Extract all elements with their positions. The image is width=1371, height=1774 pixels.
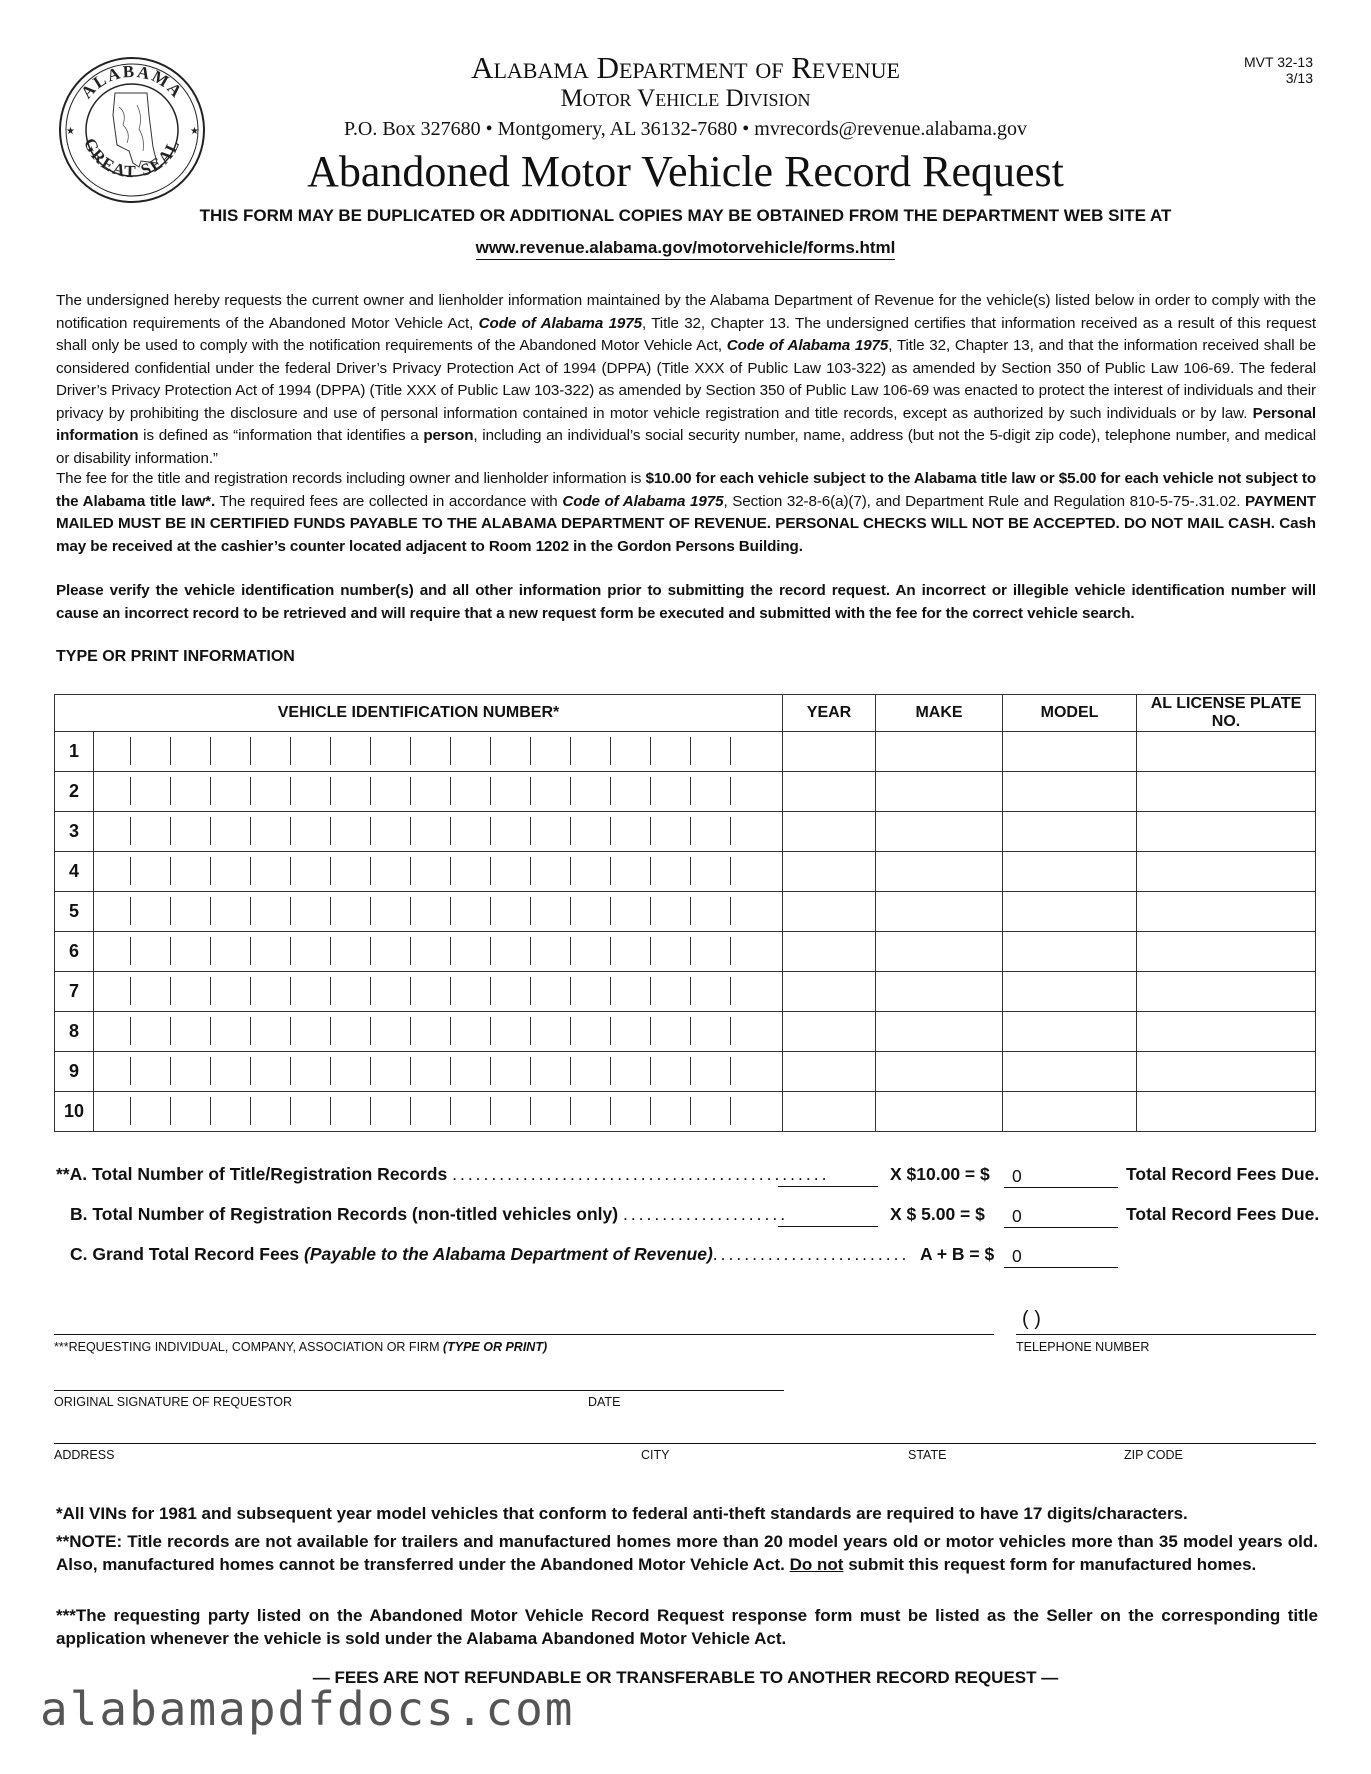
watermark: alabamapdfdocs.com xyxy=(40,1682,575,1736)
table-row xyxy=(55,732,1316,772)
fee-a-count-field[interactable] xyxy=(778,1164,878,1187)
year-field[interactable] xyxy=(783,892,876,932)
fee-a-amount-field[interactable]: 0 xyxy=(1004,1166,1118,1188)
verify-paragraph: Please verify the vehicle identification number(s) and all other information prior to submitting the record request. An incorrect or illegible vehicle identification number will cause an incorrect record to be retrieved and will require that a new request form be executed and submitted with the fee for the correct vehicle search. xyxy=(56,582,1316,622)
row-number: 10 xyxy=(55,1092,94,1132)
model-field[interactable] xyxy=(1003,892,1137,932)
table-row xyxy=(55,772,1316,812)
vin-field[interactable] xyxy=(94,732,783,772)
make-field[interactable] xyxy=(876,1012,1003,1052)
state-label: STATE xyxy=(908,1448,947,1462)
plate-field[interactable] xyxy=(1137,852,1316,892)
year-field[interactable] xyxy=(783,1092,876,1132)
year-field[interactable] xyxy=(783,972,876,1012)
phone-area-code: ( ) xyxy=(1022,1308,1041,1330)
plate-field[interactable] xyxy=(1137,892,1316,932)
row-number: 6 xyxy=(55,932,94,972)
fee-b-count-field[interactable] xyxy=(778,1204,878,1227)
certification-paragraph: The undersigned hereby requests the current owner and lienholder information maintained by the Alabama Department of Revenue for the vehicle(s) listed below in order to comply with the notification requirements of the Abandoned Motor Vehicle Act, Code of Alabama 1975, Title 32, Chapter 13. The undersigned certifies that information received as a result of this request shall only be used to comply with the notification requirements of the Abandoned Motor Vehicle Act, Code of Alabama 1975, Title 32, Chapter 13, and that the information received shall be considered confidential under the federal Driver’s Privacy Protection Act of 1994 (DPPA) (Title XXX of Public Law 103-322) as amended by Section 350 of Public Law 106-69. The federal Driver’s Privacy Protection Act of 1994 (DPPA) (Title XXX of Public Law 103-322) as amended by Section 350 of Public Law 106-69 was enacted to protect the interest of individuals and their privacy by prohibiting the disclosure and use of personal information contained in motor vehicle registration and title records, except as authorized by such individuals or by law. Personal information is defined as “information that identifies a person, including an individual’s social security number, name, address (but not the 5-digit zip code), telephone number, and medical or disability information.” xyxy=(56,292,1317,467)
model-field[interactable] xyxy=(1003,1012,1137,1052)
row-number: 3 xyxy=(55,812,94,852)
vin-field[interactable] xyxy=(94,1012,783,1052)
year-field[interactable] xyxy=(783,1052,876,1092)
year-field[interactable] xyxy=(783,772,876,812)
row-number: 4 xyxy=(55,852,94,892)
svg-text:★: ★ xyxy=(190,126,199,137)
fee-c-amount-field[interactable]: 0 xyxy=(1004,1246,1118,1268)
fee-b-amount-field[interactable]: 0 xyxy=(1004,1206,1118,1228)
footnote-seller: ***The requesting party listed on the Abandoned Motor Vehicle Record Request response form must be listed as the Seller on the corresponding title application whenever the vehicle is sold under the Alabama Abandoned Motor Vehicle Act. xyxy=(56,1606,1318,1648)
row-number: 7 xyxy=(55,972,94,1012)
fee-c-payable: (Payable to the Alabama Department of Revenue) xyxy=(304,1244,713,1264)
vin-field[interactable] xyxy=(94,1092,783,1132)
model-field[interactable] xyxy=(1003,1092,1137,1132)
model-field[interactable] xyxy=(1003,1052,1137,1092)
model-field[interactable] xyxy=(1003,772,1137,812)
table-row xyxy=(55,1012,1316,1052)
fee-c-multiplier: A + B = $ xyxy=(920,1244,995,1264)
fee-b-label: B. Total Number of Registration Records (non-titled vehicles only) xyxy=(70,1204,619,1224)
table-row xyxy=(55,892,1316,932)
fee-b-suffix: Total Record Fees Due. xyxy=(1126,1204,1320,1224)
vehicle-table-header xyxy=(55,695,1316,732)
make-field[interactable] xyxy=(876,772,1003,812)
model-field[interactable] xyxy=(1003,812,1137,852)
plate-field[interactable] xyxy=(1137,812,1316,852)
vin-field[interactable] xyxy=(94,812,783,852)
seal-bottom-text: GREAT SEAL xyxy=(79,135,184,182)
row-number: 8 xyxy=(55,1012,94,1052)
vin-field[interactable] xyxy=(94,852,783,892)
fee-a-label: **A. Total Number of Title/Registration Records xyxy=(56,1164,448,1184)
fee-line-c: C. Grand Total Record Fees (Payable to the Alabama Department of Revenue)......................... xyxy=(70,1244,910,1264)
plate-field[interactable] xyxy=(1137,1092,1316,1132)
row-number: 2 xyxy=(55,772,94,812)
table-row xyxy=(55,1092,1316,1132)
city-label: CITY xyxy=(641,1448,670,1462)
make-header: MAKE xyxy=(876,695,1003,732)
type-or-print-label: TYPE OR PRINT INFORMATION xyxy=(56,648,295,665)
address-label: ADDRESS xyxy=(54,1448,115,1462)
plate-field[interactable] xyxy=(1137,1012,1316,1052)
vin-field[interactable] xyxy=(94,772,783,812)
plate-field[interactable] xyxy=(1137,932,1316,972)
fee-a-multiplier: X $10.00 = $ xyxy=(890,1164,990,1184)
year-field[interactable] xyxy=(783,812,876,852)
plate-field[interactable] xyxy=(1137,972,1316,1012)
model-field[interactable] xyxy=(1003,972,1137,1012)
make-field[interactable] xyxy=(876,1092,1003,1132)
footnote-vin: *All VINs for 1981 and subsequent year model vehicles that conform to federal anti-theft standards are required to have 17 digits/characters. xyxy=(56,1504,1188,1523)
year-field[interactable] xyxy=(783,732,876,772)
fee-b-multiplier: X $ 5.00 = $ xyxy=(890,1204,985,1224)
plate-field[interactable] xyxy=(1137,732,1316,772)
duplicate-note: THIS FORM MAY BE DUPLICATED OR ADDITIONAL COPIES MAY BE OBTAINED FROM THE DEPARTMENT WEB SITE AT xyxy=(199,206,1172,225)
make-field[interactable] xyxy=(876,892,1003,932)
table-row xyxy=(55,972,1316,1012)
model-field[interactable] xyxy=(1003,852,1137,892)
refund-notice: — FEES ARE NOT REFUNDABLE OR TRANSFERABLE TO ANOTHER RECORD REQUEST — xyxy=(312,1668,1059,1687)
vin-header: VEHICLE IDENTIFICATION NUMBER* xyxy=(55,695,783,732)
fee-c-label: C. Grand Total Record Fees xyxy=(70,1244,305,1264)
row-number: 1 xyxy=(55,732,94,772)
seal-top-text: ALABAMA xyxy=(77,61,187,103)
phone-label: TELEPHONE NUMBER xyxy=(1016,1340,1150,1354)
department-name: Alabama Department of Revenue xyxy=(471,50,900,85)
table-row xyxy=(55,852,1316,892)
footnote-note: **NOTE: Title records are not available for trailers and manufactured homes more than 20 model years old or motor vehicles more than 35 model years old. Also, manufactured homes cannot be transferred under the Abandoned Motor Vehicle Act. Do not submit this request form for manufactured homes. xyxy=(56,1532,1318,1574)
form-revision-date: 3/13 xyxy=(1285,70,1313,86)
signature-label: ORIGINAL SIGNATURE OF REQUESTOR xyxy=(54,1395,292,1409)
requestor-field[interactable] xyxy=(54,1334,994,1335)
fee-line-b: B. Total Number of Registration Records (non-titled vehicles only) ..................... xyxy=(70,1204,789,1224)
plate-field[interactable] xyxy=(1137,1052,1316,1092)
make-field[interactable] xyxy=(876,852,1003,892)
model-field[interactable] xyxy=(1003,932,1137,972)
year-header: YEAR xyxy=(783,695,876,732)
make-field[interactable] xyxy=(876,1052,1003,1092)
svg-text:★: ★ xyxy=(66,126,75,137)
requestor-label: ***REQUESTING INDIVIDUAL, COMPANY, ASSOCIATION OR FIRM (TYPE OR PRINT) xyxy=(54,1340,548,1354)
fee-a-suffix: Total Record Fees Due. xyxy=(1126,1164,1320,1184)
make-field[interactable] xyxy=(876,732,1003,772)
year-field[interactable] xyxy=(783,1012,876,1052)
make-field[interactable] xyxy=(876,972,1003,1012)
year-field[interactable] xyxy=(783,852,876,892)
vin-field[interactable] xyxy=(94,932,783,972)
zip-label: ZIP CODE xyxy=(1124,1448,1183,1462)
plate-header: AL LICENSE PLATE NO. xyxy=(1137,695,1316,732)
division-name: Motor Vehicle Division xyxy=(560,85,811,112)
form-id: MVT 32-13 xyxy=(1244,54,1313,70)
forms-url-line xyxy=(0,238,1371,258)
fee-line-a: **A. Total Number of Title/Registration Records ................................................ xyxy=(56,1164,830,1184)
address-field[interactable] xyxy=(54,1443,1316,1444)
table-row xyxy=(55,812,1316,852)
forms-url-link[interactable]: www.revenue.alabama.gov/motorvehicle/forms.html xyxy=(476,238,896,260)
vin-field[interactable] xyxy=(94,892,783,932)
table-row xyxy=(55,932,1316,972)
make-field[interactable] xyxy=(876,932,1003,972)
vin-field[interactable] xyxy=(94,1052,783,1092)
fee-paragraph: The fee for the title and registration records including owner and lienholder information is $10.00 for each vehicle subject to the Alabama title law or $5.00 for each vehicle not subject to the Alabama title law*. The required fees are collected in accordance with Code of Alabama 1975, Section 32-8-6(a)(7), and Department Rule and Regulation 810-5-75-.31.02. PAYMENT MAILED MUST BE IN CERTIFIED FUNDS PAYABLE TO THE ALABAMA DEPARTMENT OF REVENUE. PERSONAL CHECKS WILL NOT BE ACCEPTED. DO NOT MAIL CASH. Cash may be received at the cashier’s counter located adjacent to Room 1202 in the Gordon Persons Building. xyxy=(56,470,1317,555)
model-header: MODEL xyxy=(1003,695,1137,732)
row-number: 9 xyxy=(55,1052,94,1092)
vehicle-table xyxy=(54,694,1316,1132)
plate-field[interactable] xyxy=(1137,772,1316,812)
form-title: Abandoned Motor Vehicle Record Request xyxy=(307,147,1064,196)
table-row xyxy=(55,1052,1316,1092)
vin-field[interactable] xyxy=(94,972,783,1012)
date-label: DATE xyxy=(588,1395,621,1409)
row-number: 5 xyxy=(55,892,94,932)
mailing-address: P.O. Box 327680 • Montgomery, AL 36132-7680 • mvrecords@revenue.alabama.gov xyxy=(343,118,1028,140)
make-field[interactable] xyxy=(876,812,1003,852)
signature-field[interactable] xyxy=(54,1390,784,1391)
phone-field[interactable] xyxy=(1016,1334,1316,1335)
year-field[interactable] xyxy=(783,932,876,972)
model-field[interactable] xyxy=(1003,732,1137,772)
